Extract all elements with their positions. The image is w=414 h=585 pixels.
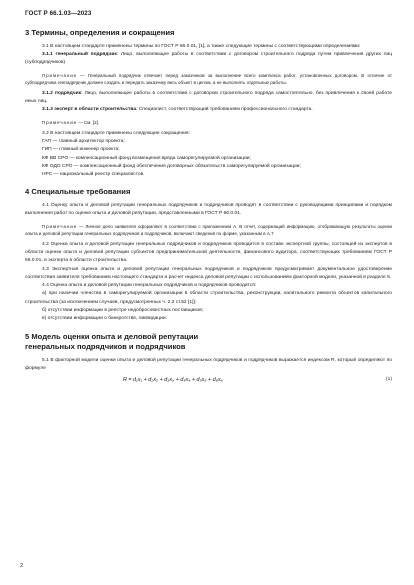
note-3-1-1 [25,72,392,86]
paragraph-4-4: 4.4 Оценка опыта и деловой репутации генеральных подрядчиков и подрядчиков проводится: [42,283,257,289]
term-contractor: 3.1.2 подрядчик [42,90,82,96]
section-5-heading-line1: 5 Модель оценки опыта и деловой репутации [25,332,199,342]
definition-general-contractor: : Лицо, выполняющее работы в соответствии с договором строительного подряда путем привлечения других лиц (субподрядчиков). [25,52,392,66]
paragraph-4-2: 4.2 Оценка опыта и деловой репутации генеральных подрядчиков и подрядчиков проводится в составе экспертной группы, состоящей из экспертов в области оценки опыта и деловой репутации субъектов предпринимательской деятельности, финансового аудитора, соответствующих требованиям ГОСТ Р 66.0.01, и эксперта в области строительства. [25,241,392,264]
definition-contractor: : Лицо, выполняющее работы в соответствии с договором строительного подряда самостоятельно, без привлечения к своей работе иных лиц. [25,90,392,105]
abbreviation-item: КФ ВВ СРО — компенсационный фонд возмещения вреда саморегулируемой организации; [42,155,251,161]
note-label: Примечание [42,72,78,78]
formula-1 [25,375,392,384]
note-text: — Генеральный подрядчик отвечает перед заказчиком за выполнение всего комплекса работ, установленных договором. В отличие от субподрядчика генподрядчик должен создать и передать заказчику весь объект в целом, а не выполнять отдельные работы. [25,72,392,85]
definition-construction-expert: : Специалист, соответствующий требованиям профессионального стандарта. [136,107,313,113]
page-number: 2 [20,563,24,569]
abbreviation-item: КФ ОДО СРО — компенсационный фонд обеспечения договорных обязательств саморегулируемой организации; [42,163,301,169]
abbreviation-item: ГИП — главный инженер проекта; [42,147,120,153]
note-4-1 [25,223,392,237]
abbreviation-item: ГАП — главный архитектор проекта; [42,139,125,145]
list-item-c: в) отсутствии информации о банкротстве, ликвидации. [42,316,167,322]
section-3-heading: 3 Термины, определения и сокращения [25,28,175,37]
paragraph-3-1-2 [25,90,392,106]
paragraph-3-2: 3.2 В настоящем стандарте применены следующие сокращения: [42,130,190,136]
section-5-heading-line2: генеральных подрядчиков и подрядчиков [25,342,186,352]
running-header: ГОСТ Р 66.1.03—2023 [25,10,92,17]
paragraph-3-1-3 [25,106,392,114]
section-5-heading [25,332,392,352]
paragraph-3-1-1 [25,51,392,67]
paragraph-4-3: 4.3 Экспертная оценка опыта и деловой репутации генеральных подрядчиков и подрядчиков предусматривает документальное удостоверение соответствия заявителя требованиям настоящего стандарта и расчет индекса деловой репутации с использованием факторной модели, указанной в разделе 5. [25,266,392,280]
note-label: Примечание [42,119,78,125]
list-item-a: а) при наличии членства в саморегулируемой организации в области строительства, реконструкции, капитального ремонта объектов капитального строительства (за исключением случаев, предусмотренных ч. 2.2 ст.52 [1]); [25,291,392,305]
formula-number: (1) [386,377,392,383]
paragraph-5-1: 5.1 В факторной модели оценки опыта и деловой репутации генеральных подрядчиков и подрядчиков выражается индексом R, который определяют по формуле [25,358,392,372]
note-label: Примечание [42,223,78,229]
term-general-contractor: 3.1.1 генеральный подрядчик [42,52,117,58]
paragraph-4-1: 4.1 Оценку опыта и деловой репутации генеральных подрядчиков и подрядчиков проводят в соответствии с руководящими принципами и порядком выполнения работ по оценке опыта и деловой репутации, представленными в ГОСТ Р 66.0.01. [25,203,392,217]
note-text: — Личное дело заявителя оформляют в соответствии с приложением А. В отчет, содержащий информацию, отображающую результаты оценки опыта и деловой репутации генеральных подрядчиков и подрядчиков, включают сведения по форме, указанным в А.7 [25,223,392,236]
paragraph-3-1: 3.1 В настоящем стандарте применены термины по ГОСТ Р 66.0.01, [1], а также следующие термины с соответствующими определениями: [42,43,361,49]
note-text: — См. [2]. [77,119,100,125]
formula-expression: R = d₁x₁ + d₂x₂ + d₃x₃ + d₄x₄ + d₅x₅ + d₆x₆ [123,376,223,383]
note-3-1-3 [25,119,392,126]
term-construction-expert: 3.1.3 эксперт в области строительства [42,107,137,113]
section-4-heading: 4 Специальные требования [25,187,131,197]
abbreviation-item: НРС — национальный реестр специалистов. [42,172,145,177]
list-item-b: б) отсутствии информации в реестре недобросовестных поставщиков; [42,307,204,313]
